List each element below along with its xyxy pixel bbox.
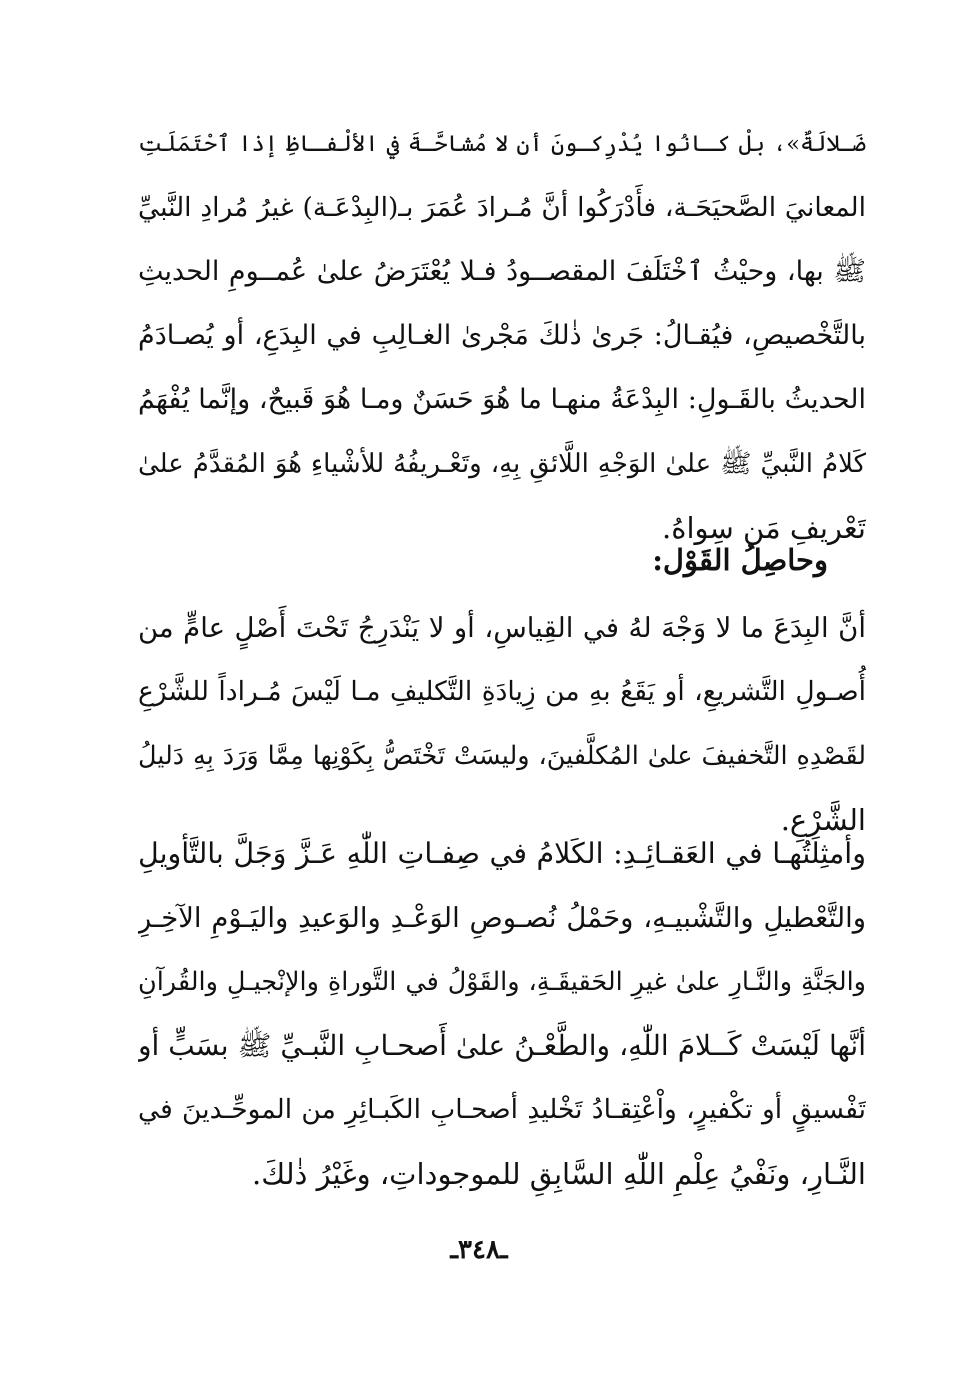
text-line: ضَـلالَةٌ»، بلْ كـانُوا يُدْرِكـونَ أن لا مُشاحَّـةَ في الألْفـاظِ إذا ٱحْتَمَلَتِ [138,131,866,157]
text-line: والتَّعْطيلِ والتَّشْبيـهِ، وحَمْلُ نُصـوصِ الوَعْـدِ والوَعيدِ واليَـوْمِ الآخِـرِ [138,902,866,934]
text-line: المعانيَ الصَّحيَحَـة، فأَدْرَكُوا أنَّ مُـرادَ عُمَرَ بـ(البِدْعَـة) غيرُ مُرادِ النَّبيِّ [138,192,866,223]
text-line: تَفْسيقٍ أو تكْفيرٍ، واْعْتِقـادُ تَخْليدِ أصحـابِ الكَبـائِرِ من الموحِّـدينَ في [138,1094,866,1125]
text-line: أنَّ البِدَعَ ما لا وَجْهَ لهُ في القِياسِ، أو لا يَنْدَرِجُ تَحْتَ أَصْلٍ عامٍّ من [138,612,866,644]
page-number: ـ٣٤٨ـ [450,1235,508,1265]
text-line: كَلامُ النَّبيِّ ﷺ علىٰ الوَجْهِ اللَّائقِ بِهِ، وتَعْـريفُهُ للأشْياءِ هُوَ المُقدَّمُ علىٰ [138,449,866,479]
text-line: والجَنَّةِ والنَّـارِ علىٰ غيرِ الحَقيقَـةِ، والقَوْلُ في التَّوراةِ والإنْجيـلِ والقُرآنِ [138,967,866,997]
text-line: تَعْريفِ مَن سِواهُ. [662,511,866,545]
text-line: الحديثُ بالقَـولِ: البِدْعَةُ منهـا ما هُوَ حَسَنٌ ومـا هُوَ قَبيحٌ، وإنَّما يُفْهَمُ [138,384,866,415]
text-line: لقَصْدِهِ التَّخفيفَ علىٰ المُكلَّفينَ، وليسَتْ تَخْتَصُّ بِكَوْنِها مِمَّا وَرَدَ بِهِ دَليلُ [138,741,866,771]
text-line: الشَّرْعِ. [780,803,866,837]
text-line: وأمثِلَتُهـا في العَقـائِـدِ: الكَلامُ في صِفـاتِ اللّٰهِ عَـزَّ وَجَلَّ بالتَّأويلِ [138,837,866,870]
text-line: أنَّها لَيْسَتْ كَــلامَ اللّٰهِ، والطَّعْـنُ علىٰ أَصحـابِ النَّبـيِّ ﷺ بسَبٍّ أو [138,1029,866,1062]
paragraph-3 [138,822,866,1206]
paragraph-2 [138,596,866,852]
text-line: ﷺ بها، وحيْثُ ٱخْتَلَفَ المقصــودُ فـلا يُعْتَرَضُ علىٰ عُمــومِ الحديثِ [138,256,866,287]
text-line: بالتَّخْصيصِ، فيُقـالُ: جَرىٰ ذٰلكَ مَجْرىٰ الغـالِبِ في البِدَعِ، أو يُصـادَمُ [138,320,866,351]
section-heading-block [138,528,866,592]
text-line: النَّـارِ، ونَفْيُ عِلْمِ اللّٰهِ السَّابِقِ للموجوداتِ، وغَيْرُ ذٰلكَ. [252,1157,866,1191]
text-line: أُصـولِ التَّشريعِ، أو يَقَعُ بهِ من زِيادَةِ التَّكليفِ مـا لَيْسَ مُـراداً للشَّرْعِ [138,676,866,707]
paragraph-1 [138,112,866,560]
section-heading: وحاصِلُ القَوْل: [652,543,828,577]
